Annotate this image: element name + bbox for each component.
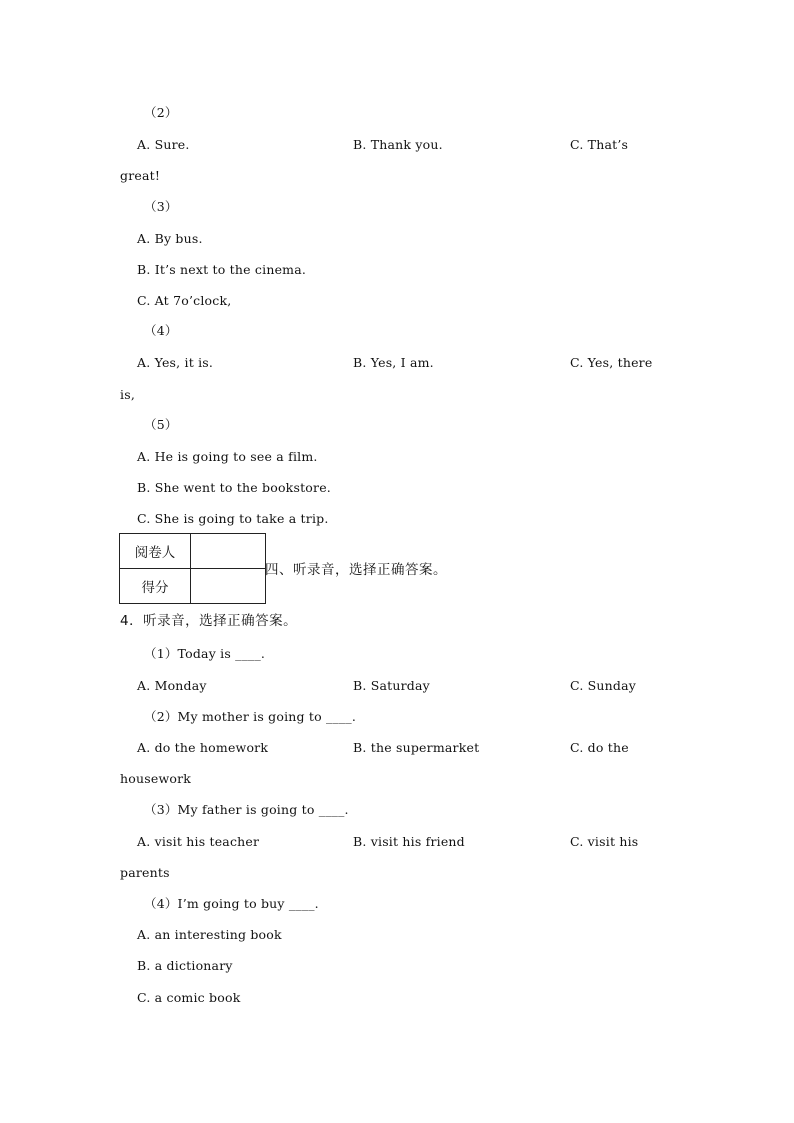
option-c: C. She is going to take a trip.: [137, 511, 329, 526]
option-a: A. Monday: [137, 678, 207, 693]
section-heading: 四、听录音，选择正确答案。: [265, 562, 447, 578]
option-a: A. He is going to see a film.: [137, 449, 318, 464]
item-number: （4）: [144, 323, 178, 338]
question-stem: （1）Today is ____.: [144, 646, 266, 661]
reviewer-label: 阅卷人: [120, 534, 191, 569]
option-b: B. visit his friend: [353, 834, 465, 849]
item-number: （3）: [144, 199, 178, 214]
option-a: A. Sure.: [137, 137, 190, 152]
item-number: （5）: [144, 417, 178, 432]
question-stem: （4）I’m going to buy ____.: [144, 896, 319, 911]
option-c: C. At 7o’clock,: [137, 293, 232, 308]
option-b: B. Yes, I am.: [353, 355, 434, 370]
option-c: C. a comic book: [137, 990, 241, 1005]
option-c-wrap: is,: [120, 387, 135, 402]
option-c: C. visit his: [570, 834, 639, 849]
question-stem: （2）My mother is going to ____.: [144, 709, 357, 724]
option-c: C. That’s: [570, 137, 629, 152]
question-stem: （3）My father is going to ____.: [144, 802, 349, 817]
reviewer-blank: [191, 534, 266, 569]
question-title: 4．听录音，选择正确答案。: [120, 613, 298, 629]
item-number: （2）: [144, 105, 178, 120]
option-b: B. the supermarket: [353, 740, 480, 755]
option-b: B. Saturday: [353, 678, 430, 693]
option-a: A. visit his teacher: [137, 834, 260, 849]
option-b: B. She went to the bookstore.: [137, 480, 331, 495]
option-c: C. do the: [570, 740, 629, 755]
option-b: B. Thank you.: [353, 137, 443, 152]
option-b: B. It’s next to the cinema.: [137, 262, 307, 277]
option-c: C. Yes, there: [570, 355, 653, 370]
option-a: A. By bus.: [137, 231, 203, 246]
score-box: [119, 533, 266, 604]
option-a: A. Yes, it is.: [137, 355, 214, 370]
score-label: 得分: [120, 569, 191, 604]
option-c-wrap: great!: [120, 168, 161, 183]
score-blank: [191, 569, 266, 604]
option-a: A. do the homework: [137, 740, 269, 755]
option-c-wrap: housework: [120, 771, 192, 786]
option-a: A. an interesting book: [137, 927, 282, 942]
option-b: B. a dictionary: [137, 958, 233, 973]
option-c-wrap: parents: [120, 865, 170, 880]
option-c: C. Sunday: [570, 678, 637, 693]
